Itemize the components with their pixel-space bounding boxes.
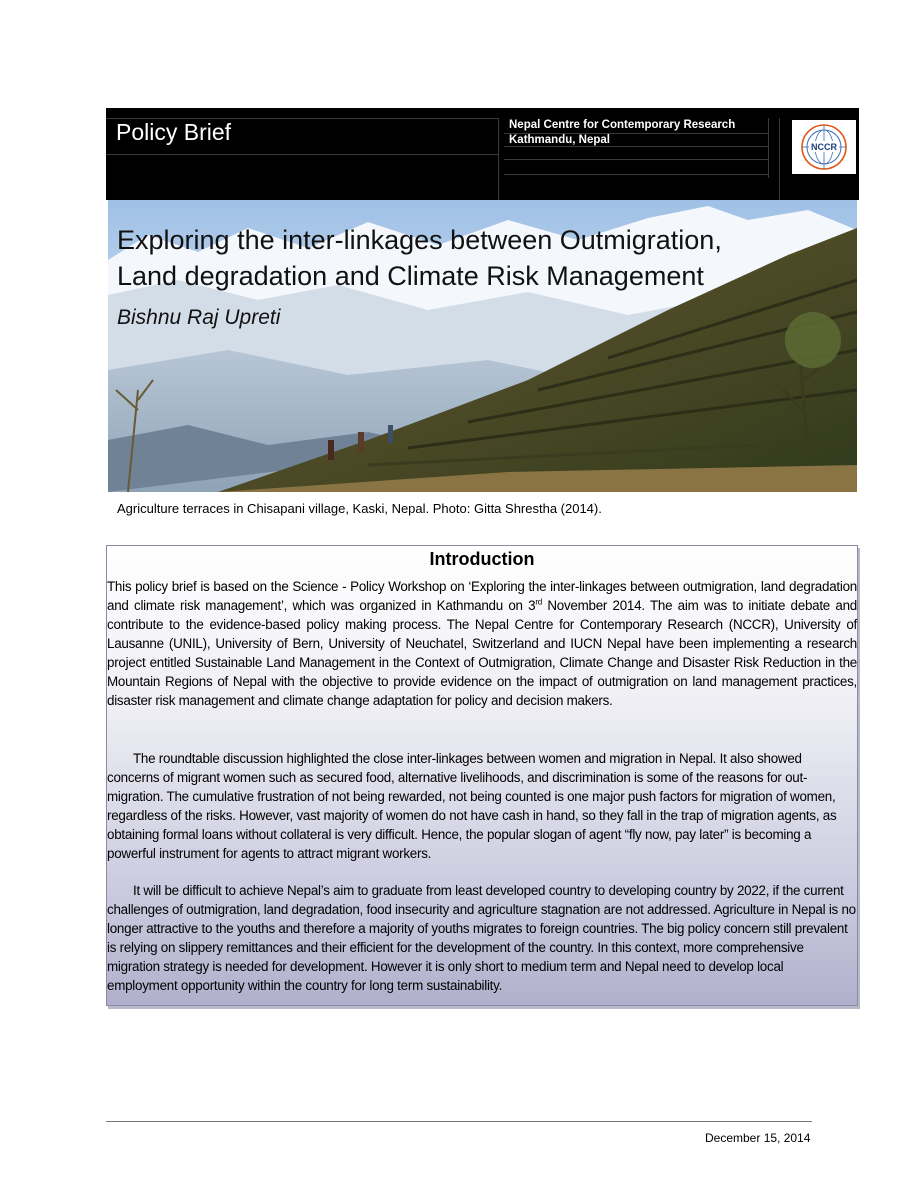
brief-title: [117, 222, 722, 294]
policy-brief-title: Policy Brief: [116, 119, 232, 145]
header-grid-line: [779, 118, 780, 200]
organization-location: Kathmandu, Nepal: [509, 134, 610, 146]
header-band: [106, 108, 859, 200]
intro-paragraph-3: [107, 881, 857, 995]
header-grid-line: [504, 159, 768, 160]
hero-photo: [108, 200, 857, 492]
intro-paragraph-1-text-cont: November 2014. The aim was to initiate debate and contribute to the evidence-based policy making process. The Nepal Centre for Contemporary Research (NCCR), University of Lausanne (UNIL), University of Bern, University of Neuchatel, Switzerland and IUCN Nepal have been implementing a research project entitled Sustainable Land Management in the Context of Outmigration, Climate Change and Disaster Risk Reduction in the Mountain Regions of Nepal with the objective to provide evidence on the impact of outmigration on land management practices, disaster risk management and climate change adaptation for policy and decision makers.: [107, 598, 857, 708]
organization-info: [509, 118, 735, 148]
author-name: Bishnu Raj Upreti: [117, 306, 281, 329]
brief-title-line-1: Exploring the inter-linkages between Outmigration,: [117, 225, 722, 255]
photo-caption: Agriculture terraces in Chisapani village, Kaski, Nepal. Photo: Gitta Shrestha (2014).: [117, 501, 602, 516]
intro-paragraph-2-text: The roundtable discussion highlighted the close inter-linkages between women and migration in Nepal. It also showed concerns of migrant women such as secured food, alternative livelihoods, and discrimination is some of the reasons for out-migration. The cumulative frustration of not being rewarded, not being counted is one major push factors for migration of women, regardless of the risks. However, vast majority of women do not have cash in hand, so they fall in the trap of migration agents, as obtaining formal loans without collateral is very difficult. Hence, the popular slogan of agent “fly now, pay later” is becoming a powerful instrument for agents to attract migrant workers.: [107, 751, 837, 861]
header-grid-line: [106, 154, 498, 155]
footer-divider: [106, 1121, 812, 1122]
intro-paragraph-2: [107, 749, 857, 863]
intro-paragraph-3-text: It will be difficult to achieve Nepal’s aim to graduate from least developed country to developing country by 2022, if the current challenges of outmigration, land degradation, food insecurity and agriculture stagnation are not addressed. Agriculture in Nepal is no longer attractive to the youths and therefore a majority of youths migrates to foreign countries. The big policy concern still prevalent is relying on slippery remittances and their efficient for the development of the country. In this context, more comprehensive migration strategy is needed for development. However it is only short to medium term and Nepal need to develop local employment opportunity within the country for long term sustainability.: [107, 883, 856, 993]
organization-name: Nepal Centre for Contemporary Research: [509, 119, 736, 131]
brief-title-line-2: Land degradation and Climate Risk Management: [117, 261, 704, 291]
header-grid-line: [498, 118, 499, 200]
intro-paragraph-1-text: This policy brief is based on the Science - Policy Workshop on ‘Exploring the inter-linkages between outmigration, land degradation and climate risk management’, which was organized in Kathmandu on 3: [107, 579, 857, 613]
header-grid-line: [768, 118, 769, 178]
introduction-box: [106, 545, 858, 1006]
intro-paragraph-1: [107, 577, 857, 710]
publication-date: December 15, 2014: [705, 1131, 811, 1145]
nccr-logo: [792, 120, 856, 174]
logo-text: NCCR: [811, 142, 837, 152]
introduction-heading: Introduction: [429, 549, 535, 569]
ordinal-suffix: rd: [535, 597, 542, 607]
header-grid-line: [504, 174, 768, 175]
nccr-logo-icon: [792, 120, 856, 174]
